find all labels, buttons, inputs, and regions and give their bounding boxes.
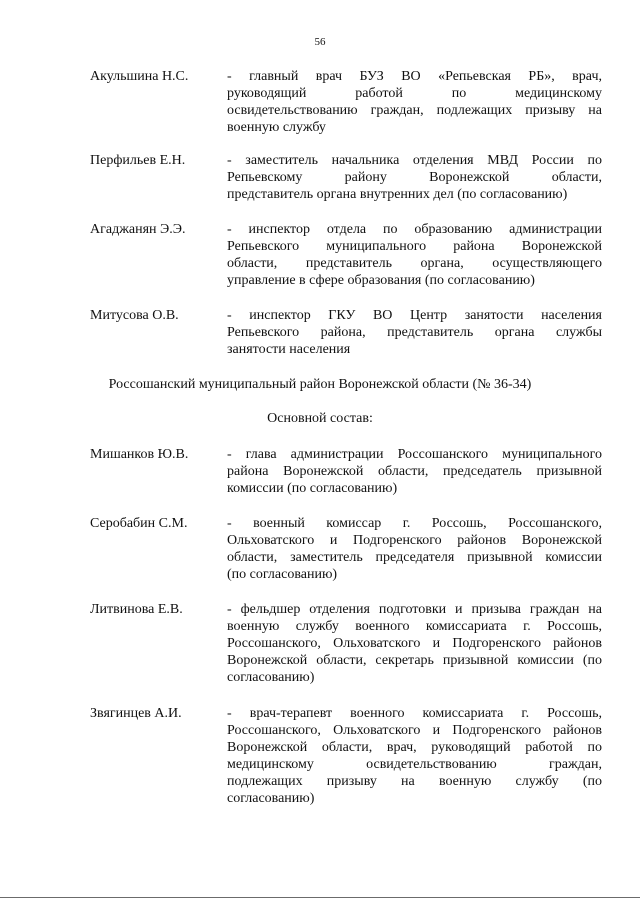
role-line: освидетельствованию граждан, подлежащих призыву на (227, 103, 602, 118)
member-name: Серобабин С.М. (90, 516, 188, 531)
role-line: занятости населения (227, 342, 351, 357)
role-line: согласованию) (227, 791, 315, 806)
member-name: Литвинова Е.В. (90, 602, 183, 617)
section-heading: Россошанский муниципальный район Воронежской области (№ 36-34) (108, 377, 532, 392)
role-line: представитель органа внутренних дел (по согласованию) (227, 187, 568, 202)
member-role (227, 152, 602, 203)
member-role (227, 68, 602, 136)
member-role (227, 601, 602, 686)
member-name: Митусова О.В. (90, 308, 179, 323)
member-role (227, 221, 602, 289)
role-line: - инспектор отдела по образованию администрации (227, 222, 602, 237)
role-line: района Воронежской области, председатель призывной (227, 464, 602, 479)
role-line: Воронежской области, врач, руководящий работой по (227, 740, 602, 755)
role-line: - заместитель начальника отделения МВД России по (227, 153, 602, 168)
role-line: согласованию) (227, 670, 315, 685)
role-line: медицинскому освидетельствованию граждан, (227, 757, 602, 772)
role-line: - инспектор ГКУ ВО Центр занятости населения (227, 308, 602, 323)
member-name: Звягинцев А.И. (90, 706, 182, 721)
role-line: Воронежской области, секретарь призывной комиссии (по (227, 653, 602, 668)
role-line: области, заместитель председателя призывной комиссии (227, 550, 602, 565)
role-line: Репьевского района, представитель органа службы (227, 325, 602, 340)
page-number: 56 (314, 36, 326, 48)
role-line: военную службу (227, 120, 326, 135)
member-name: Мишанков Ю.В. (90, 447, 189, 462)
role-line: - военный комиссар г. Россошь, Россошанского, (227, 516, 602, 531)
role-line: - главный врач БУЗ ВО «Репьевская РБ», врач, (227, 69, 602, 84)
page-edge-divider (0, 897, 640, 898)
member-name: Агаджанян Э.Э. (90, 222, 186, 237)
section-subheading: Основной состав: (267, 411, 373, 426)
role-line: управление в сфере образования (по согласованию) (227, 273, 535, 288)
member-role (227, 705, 602, 807)
member-role (227, 446, 602, 497)
role-line: Репьевского муниципального района Воронежской (227, 239, 602, 254)
role-line: военную службу военного комиссариата г. Россошь, (227, 619, 602, 634)
member-role (227, 515, 602, 583)
role-line: - глава администрации Россошанского муниципального (227, 447, 602, 462)
member-name: Перфильев Е.Н. (90, 153, 186, 168)
role-line: руководящий работой по медицинскому (227, 86, 602, 101)
role-line: Россошанского, Ольховатского и Подгоренского районов (227, 723, 602, 738)
role-line: (по согласованию) (227, 567, 338, 582)
role-line: - врач-терапевт военного комиссариата г. Россошь, (227, 706, 602, 721)
role-line: Репьевскому району Воронежской области, (227, 170, 602, 185)
role-line: Ольховатского и Подгоренского районов Воронежской (227, 533, 602, 548)
role-line: подлежащих призыву на военную службу (по (227, 774, 602, 789)
member-name: Акульшина Н.С. (90, 69, 189, 84)
role-line: Россошанского, Ольховатского и Подгоренского районов (227, 636, 602, 651)
role-line: комиссии (по согласованию) (227, 481, 398, 496)
role-line: - фельдшер отделения подготовки и призыва граждан на (227, 602, 602, 617)
role-line: области, представитель органа, осуществляющего (227, 256, 602, 271)
member-role (227, 307, 602, 358)
